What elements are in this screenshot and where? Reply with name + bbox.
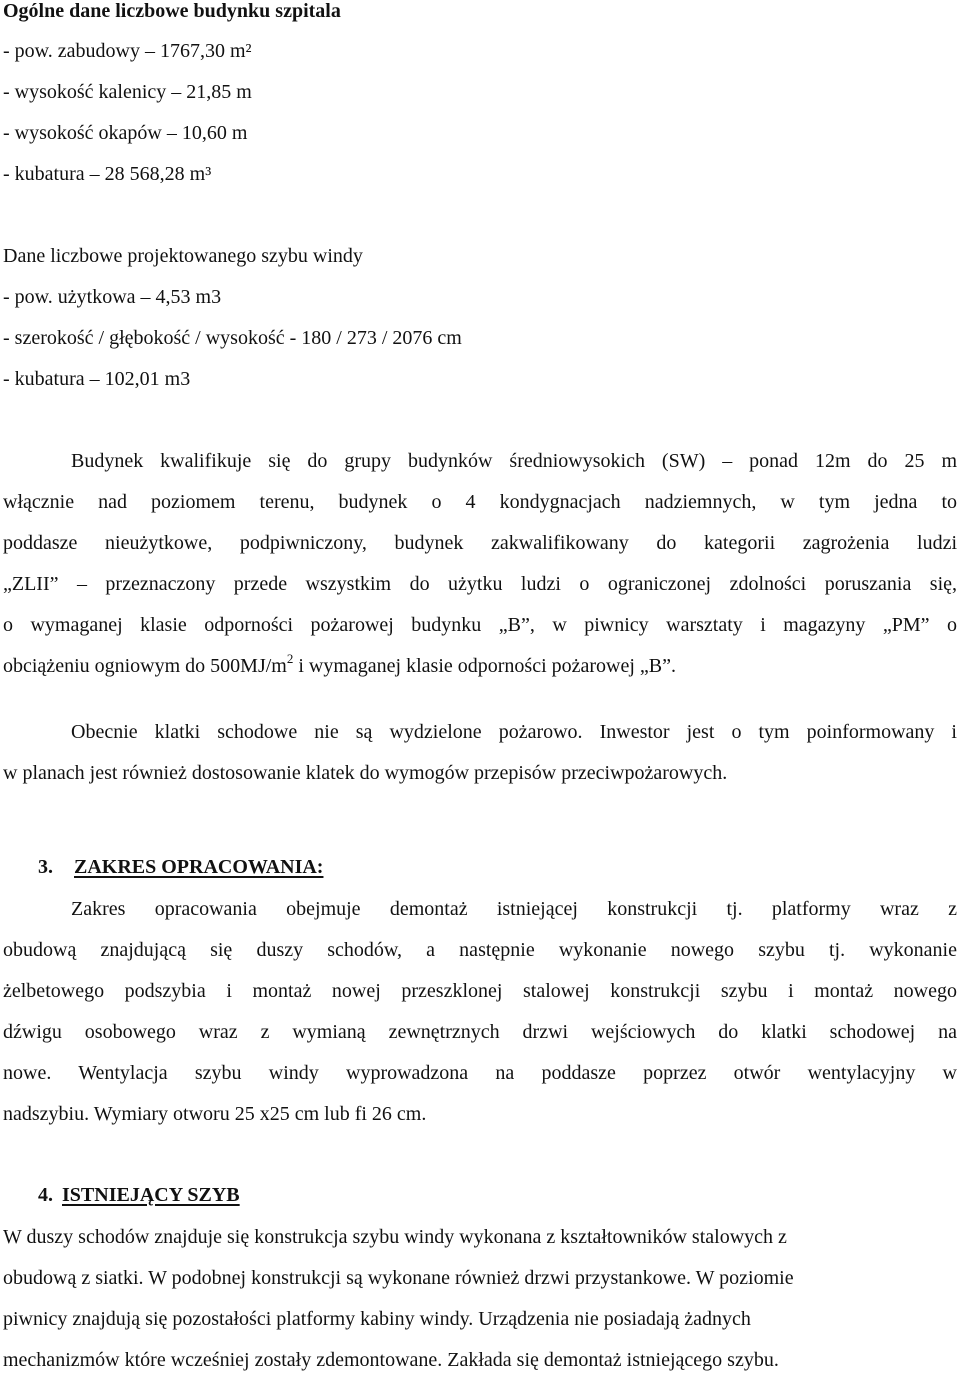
section-3-line-5: nowe. Wentylacja szybu windy wyprowadzona na poddasze poprzez otwór wentylacyjny w — [3, 1062, 957, 1084]
classification-line-5: o wymaganej klasie odporności pożarowej budynku „B”, w piwnicy warsztaty i magazyny „PM” o — [3, 614, 957, 636]
general-item-area: - pow. zabudowy – 1767,30 m² — [3, 40, 252, 62]
section-3-heading — [38, 855, 438, 879]
section-4-line-3: piwnicy znajdują się pozostałości platformy kabiny windy. Urządzenia nie posiadają żadnych — [3, 1308, 751, 1330]
section-3-line-3: żelbetowego podszybia i montaż nowej przeszklonej stalowej konstrukcji szybu i montaż nowego — [3, 980, 957, 1002]
section-4-number: 4. — [38, 1184, 53, 1206]
classification-line-1: Budynek kwalifikuje się do grupy budynków średniowysokich (SW) – ponad 12m do 25 m — [71, 450, 957, 472]
classification-line-6 — [3, 651, 677, 678]
section-4-line-4: mechanizmów które wcześniej zostały zdemontowane. Zakłada się demontaż istniejącego szybu. — [3, 1349, 779, 1371]
section-3-line-6: nadszybiu. Wymiary otworu 25 x25 cm lub fi 26 cm. — [3, 1103, 427, 1125]
shaft-item-area: - pow. użytkowa – 4,53 m3 — [3, 286, 222, 308]
section-3-number: 3. — [38, 856, 53, 878]
general-item-eaves-height: - wysokość okapów – 10,60 m — [3, 122, 248, 144]
section-3-line-2: obudową znajdującą się duszy schodów, a następnie wykonanie nowego szybu tj. wykonanie — [3, 939, 957, 961]
classification-line-2: włącznie nad poziomem terenu, budynek o 4 kondygnacjach nadziemnych, w tym jedna to — [3, 491, 957, 513]
section-4-line-2: obudową z siatki. W podobnej konstrukcji są wykonane również drzwi przystankowe. W poziomie — [3, 1267, 794, 1289]
superscript-2: 2 — [286, 651, 294, 667]
general-data-title: Ogólne dane liczbowe budynku szpitala — [3, 0, 341, 22]
stairs-line-1: Obecnie klatki schodowe nie są wydzielone pożarowo. Inwestor jest o tym poinformowany i — [71, 721, 957, 743]
shaft-item-dimensions: - szerokość / głębokość / wysokość - 180 / 273 / 2076 cm — [3, 327, 462, 349]
classification-line-3: poddasze nieużytkowe, podpiwniczony, budynek zakwalifikowany do kategorii zagrożenia ludzi — [3, 532, 957, 554]
shaft-data-title: Dane liczbowe projektowanego szybu windy — [3, 245, 363, 267]
section-3-title: ZAKRES OPRACOWANIA: — [74, 856, 324, 878]
section-4-title: ISTNIEJĄCY SZYB — [62, 1184, 240, 1206]
section-4-line-1: W duszy schodów znajduje się konstrukcja szybu windy wykonana z kształtowników stalowych z — [3, 1226, 787, 1248]
section-3-line-4: dźwigu osobowego wraz z wymianą zewnętrznych drzwi wejściowych do klatki schodowej na — [3, 1021, 957, 1043]
stairs-line-2: w planach jest również dostosowanie klatek do wymogów przepisów przeciwpożarowych. — [3, 762, 728, 784]
section-3-line-1: Zakres opracowania obejmuje demontaż istniejącej konstrukcji tj. platformy wraz z — [71, 898, 957, 920]
classification-line-4: „ZLII” – przeznaczony przede wszystkim do użytku ludzi o ograniczonej zdolności poruszania się, — [3, 573, 957, 595]
fire-class-text: i wymaganej klasie odporności pożarowej „B”. — [293, 655, 677, 677]
shaft-item-volume: - kubatura – 102,01 m3 — [3, 368, 191, 390]
fire-load-text: obciążeniu ogniowym do 500MJ/m — [3, 655, 287, 677]
general-item-ridge-height: - wysokość kalenicy – 21,85 m — [3, 81, 252, 103]
general-item-volume: - kubatura – 28 568,28 m³ — [3, 163, 212, 185]
section-4-heading — [38, 1183, 438, 1207]
